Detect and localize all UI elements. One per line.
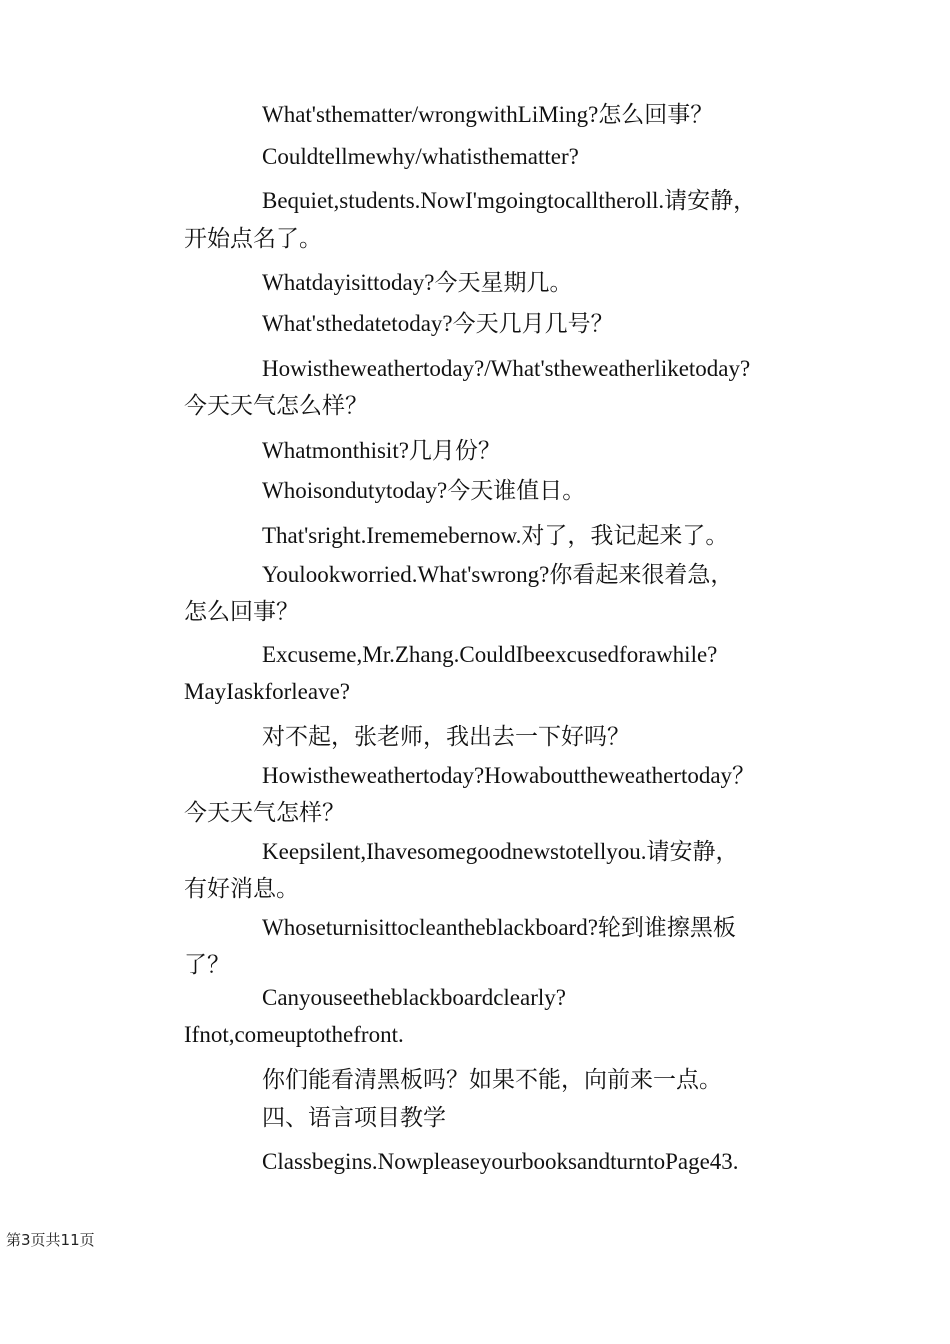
text-line: 有好消息。 bbox=[184, 876, 299, 901]
text-line: Whoisondutytoday?今天谁值日。 bbox=[262, 478, 586, 503]
text-line: What'sthedatetoday?今天几月几号？ bbox=[262, 311, 614, 336]
text-line: 对不起，张老师，我出去一下好吗？ bbox=[262, 724, 630, 749]
text-line: Howistheweathertoday?Howabouttheweathertoday？ bbox=[262, 763, 756, 788]
text-line: Canyouseetheblackboardclearly? bbox=[262, 985, 566, 1010]
text-line: Couldtellmewhy/whatisthematter? bbox=[262, 144, 579, 169]
text-line: 你们能看清黑板吗？如果不能，向前来一点。 bbox=[262, 1067, 722, 1092]
text-line: Whatmonthisit?几月份？ bbox=[262, 438, 501, 463]
text-line: Classbegins.NowpleaseyourbooksandturntoPage43. bbox=[262, 1149, 739, 1174]
text-line: MayIaskforleave? bbox=[184, 679, 351, 704]
text-line: 了？ bbox=[184, 952, 230, 977]
page-number-footer: 第3页共11页 bbox=[6, 1231, 95, 1249]
text-line: What'sthematter/wrongwithLiMing?怎么回事？ bbox=[262, 102, 714, 127]
text-line: 今天天气怎么样？ bbox=[184, 393, 368, 418]
section-heading: 四、语言项目教学 bbox=[262, 1105, 446, 1130]
text-line: Ifnot,comeuptothefront. bbox=[184, 1022, 404, 1047]
text-line: Whatdayisittoday?今天星期几。 bbox=[262, 270, 573, 295]
text-line: Howistheweathertoday?/What'stheweatherliketoday? bbox=[262, 356, 751, 381]
text-line: Keepsilent,Ihavesomegoodnewstotellyou.请安静， bbox=[262, 839, 739, 864]
text-line: Youlookworried.What'swrong?你看起来很着急， bbox=[262, 562, 734, 587]
text-line: 今天天气怎样？ bbox=[184, 800, 345, 825]
text-line: Excuseme,Mr.Zhang.CouldIbeexcusedforawhile? bbox=[262, 642, 718, 667]
text-line: 开始点名了。 bbox=[184, 226, 322, 251]
text-line: Whoseturnisittocleantheblackboard?轮到谁擦黑板 bbox=[262, 915, 736, 940]
text-line: 怎么回事？ bbox=[184, 599, 299, 624]
text-line: That'sright.Irememebernow.对了，我记起来了。 bbox=[262, 523, 729, 548]
text-line: Bequiet,students.NowI'mgoingtocalltheroll.请安静， bbox=[262, 188, 757, 213]
